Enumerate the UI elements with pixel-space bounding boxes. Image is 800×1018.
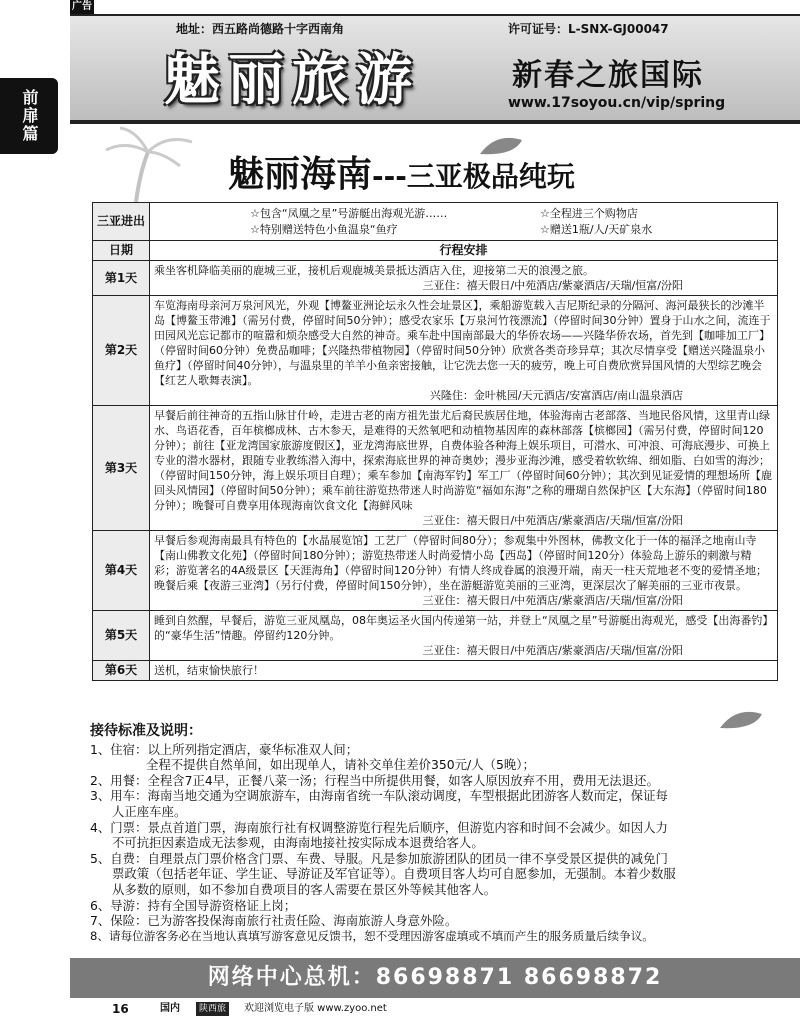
day-hotel: 三亚住：禧天假日/中苑酒店/紫豪酒店/天瑞/恒富/汾阳 [422, 279, 683, 292]
standards-line: 不可抗拒因素造成无法参观，由海南地接社按实际成本退费给客人。 [112, 835, 484, 851]
standards-line: 5、自费：自理景点门票价格含门票、车费、导服。凡是参加旅游团队的团员一律不享受景区提供的减免门 [90, 850, 668, 866]
standards-line: 8、请每位游客务必在当地认真填写游客意见反馈书，恕不受理因游客虚填或不填而产生的服务质量后续争议。 [90, 928, 654, 943]
standards-line: 4、门票：景点首道门票，海南旅行社有权调整游览行程先后顺序，但游览内容和时间不会减少。如因人力 [90, 819, 668, 835]
standards-line: 人正座车座。 [112, 803, 187, 819]
features-label: 三亚进出 [93, 203, 150, 241]
agency-address: 地址：西五路尚德路十字西南角 [176, 22, 345, 36]
palm-tree-decoration-icon [96, 122, 216, 202]
brand-logo-text: 魅丽旅游 [164, 48, 420, 113]
day-description: 早餐后前往神奇的五指山脉甘什岭，走进古老的南方祖先蚩尤后裔民族居住地，体验海南古老部落、当地民俗风情，这里青山绿水、鸟语花香，百年槟榔成林、古木参天，是难得的天然氧吧和动植物基因库的森林部落【槟榔园】（需另付费，停留时间120分钟）；前往【亚龙湾国家旅游度假区】，亚龙湾海底世界，自费体验各种海上娱乐项目，可潜水、可冲浪、可海底漫步、可换上专业的潜水器材，跟随专业教练潜入海中，探索海底世界的神奇奥妙；漫步亚海沙滩，感受着软软绵、细如脂、白如雪的海沙；（停留时间150分钟，海上娱乐项目自理）；乘车参加【南海军钓】军工厂（停留时间60分钟）；其次到见证爱情的理想场所【鹿回头风情园】（停留时间50分钟）；乘车前往游览热带迷人时尚游览“福如东海”之称的珊瑚自然保护区【大东海】（停留时间180分钟）；晚餐可自费享用体现海南饮食文化【海鲜风味 [154, 409, 773, 512]
day-plan [150, 661, 778, 681]
day-hotel: 三亚住：禧天假日/中苑酒店/紫豪酒店/天瑞/恒富/汾阳 [422, 594, 683, 607]
day-hotel: 三亚住：禧天假日/中苑酒店/紫豪酒店/天瑞/恒富/汾阳 [422, 514, 683, 527]
day-description: 乘坐客机降临美丽的鹿城三亚，接机后观鹿城美景抵达酒店入住，迎接第二天的浪漫之旅。 [154, 264, 595, 277]
day-label: 第6天 [93, 661, 150, 681]
day-label: 第4天 [93, 531, 150, 611]
standards-line: 全程不提供自然单间，如出现单人，请补交单住差价350元/人（5晚）； [146, 757, 535, 773]
day-label: 第5天 [93, 611, 150, 661]
standards-line: 7、保险：已为游客投保海南旅行社责任险、海南旅游人身意外险。 [90, 913, 458, 929]
service-standards [90, 724, 790, 944]
feature-item: ☆包含“凤凰之星”号游艇出海观光游…… [250, 207, 448, 220]
day-plan [150, 261, 778, 296]
features-row [93, 203, 778, 241]
day-description: 睡到自然醒，早餐后，游览三亚凤凰岛，08年奥运圣火国内传递第一站，并登上“凤凰之星”号游艇出海观光，感受【出海番钓】的“豪华生活”情趣。停留约120分钟。 [154, 614, 768, 642]
day-label: 第2天 [93, 296, 150, 406]
page-title [228, 146, 575, 197]
table-row [93, 531, 778, 611]
standards-line: 6、导游：持有全国导游资格证上岗； [90, 897, 297, 913]
hotline-banner: 网络中心总机：86698871 86698872 [70, 958, 800, 998]
website-url[interactable]: www.17soyou.cn/vip/spring [508, 95, 726, 111]
standards-title: 接待标准及说明： [90, 723, 202, 739]
column-header-day: 日期 [93, 241, 150, 261]
table-row [93, 611, 778, 661]
standards-line: 从多数的原则，如不参加自费项目的客人需要在景区外等候其他客人。 [112, 881, 497, 897]
day-hotel: 三亚住：禧天假日/中苑酒店/紫豪酒店/天瑞/恒富/汾阳 [422, 644, 683, 657]
day-plan [150, 611, 778, 661]
ad-tag: 广告 [72, 1, 92, 12]
table-row [93, 296, 778, 406]
feature-item: ☆全程进三个购物店 [540, 207, 638, 220]
footer-tag: 陕西旅 [196, 1002, 229, 1016]
table-row [93, 406, 778, 531]
feature-item: ☆特别赠送特色小鱼温泉“鱼疗 [250, 223, 398, 236]
day-label: 第3天 [93, 406, 150, 531]
table-row [93, 261, 778, 296]
day-description: 早餐后参观海南最具有特色的【水晶展览馆】工艺厂（停留时间80分）；参观集中外图林，佛教文化于一体的福泽之地南山寺【南山佛教文化苑】（停留时间180分钟）；游览热带迷人时尚爱情小岛【西岛】（停留时间120分）体验岛上游乐的刺激与精彩；游览著名的4A级景区【天涯海角】（停留时间120分钟）有情人终成眷属的浪漫开端，南天一柱天荒地老不变的爱情圣地；晚餐后乘【夜游三亚湾】（另行付费，停留时间150分钟），坐在游艇游览美丽的三亚湾，更深层次了解美丽的三亚市夜景。 [154, 534, 768, 592]
license-number: 许可证号：L-SNX-GJ00047 [508, 22, 669, 36]
column-header-plan: 行程安排 [150, 241, 778, 261]
sidebar-section-tab: 前扉篇 [0, 78, 58, 154]
footer-section: 国内 [160, 1003, 180, 1014]
feature-item: ☆赠送1瓶/人/天矿泉水 [540, 223, 653, 236]
standards-line: 票政策（包括老年证、学生证、导游证及军官证等）。自费项目客人均可自愿参加，无强制。本着少数服 [112, 866, 676, 882]
standards-line: 2、用餐：全程含7正4早，正餐八菜一汤；行程当中所提供用餐，如客人原因放弃不用，费用无法退还。 [90, 772, 659, 788]
day-label: 第1天 [93, 261, 150, 296]
standards-line: 1、住宿：以上所列指定酒店，豪华标准双人间； [90, 741, 359, 757]
standards-line: 3、用车：海南当地交通为空调旅游车，由海南省统一车队滚动调度，车型根据此团游客人数而定，保证每 [90, 788, 668, 804]
day-plan [150, 406, 778, 531]
page-number: 16 [112, 1002, 129, 1016]
title-sub: ---三亚极品纯玩 [372, 160, 575, 193]
table-row [93, 661, 778, 681]
day-description: 车览海南母亲河万泉河风光，外观【博鳌亚洲论坛永久性会址景区】，乘船游览载入吉尼斯纪录的分隔河、海河最狭长的沙滩半岛【博鳌玉带滩】（需另付费，停留时间50分钟）；感受农家乐【万泉河竹筏漂流】（停留时间30分钟）置身于山水之间，流连于田园风光忘记都市的喧嚣和烦杂感受大自然的神奇。乘车赴中国南部最大的华侨农场——兴隆华侨农场，首先到【咖啡加工厂】（停留时间60分钟）免费品咖啡；【兴隆热带植物园】（停留时间50分钟）欣赏各类奇珍异草；其次尽情享受【赠送兴隆温泉小鱼疗】（停留时间40分钟），与温泉里的羊羊小鱼亲密接触，让它洗去您一天的疲劳，晚上可自费欣赏异国风情的大型综艺晚会【红艺人歌舞表演】。 [154, 299, 771, 387]
day-hotel: 兴隆住：金叶桃园/天元酒店/安富酒店/南山温泉酒店 [429, 389, 683, 402]
day-description: 送机，结束愉快旅行！ [154, 664, 265, 677]
table-header-row [93, 241, 778, 261]
brand-slogan: 新春之旅国际 [512, 58, 704, 93]
features-cell [150, 203, 778, 241]
footer-text: 欢迎浏览电子版 www.zyoo.net [244, 1003, 387, 1014]
itinerary-table [92, 202, 778, 681]
day-plan [150, 296, 778, 406]
day-plan [150, 531, 778, 611]
title-main: 魅丽海南 [228, 154, 373, 195]
